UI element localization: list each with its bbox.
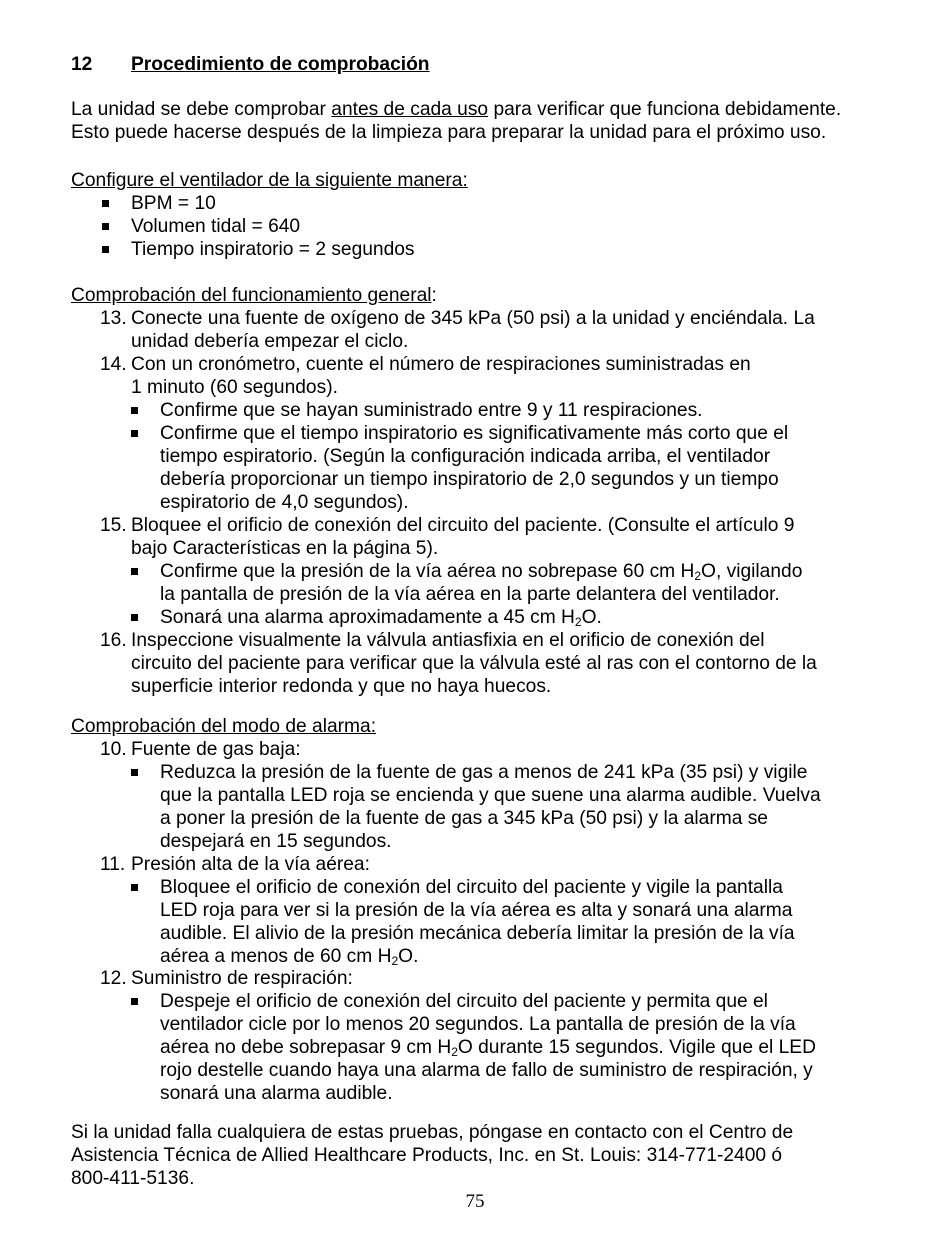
- section-number: 12: [71, 54, 93, 75]
- closing-paragraph: Si la unidad falla cualquiera de estas pruebas, póngase en contacto con el Centro de Asistencia Técnica de Allied Healthcare Products, Inc. en St. Louis: 314-771-2400 ó 800-411-5136.: [71, 1122, 794, 1189]
- bullet-icon: [131, 568, 138, 575]
- bullet-icon: [131, 769, 138, 776]
- config-title: Configure el ventilador de la siguiente manera:: [71, 170, 468, 191]
- bullet-icon: [131, 614, 138, 621]
- bullet-icon: [102, 223, 109, 230]
- bullet-icon: [102, 246, 109, 253]
- page-number: 75: [465, 1191, 485, 1212]
- intro-emphasis: antes de cada uso: [331, 99, 489, 120]
- intro-text-post: para verificar que funciona debidamente.: [488, 99, 842, 120]
- section-heading: [71, 53, 430, 76]
- bullet-icon: [131, 407, 138, 414]
- intro-text-line2: Esto puede hacerse después de la limpieza para preparar la unidad para el próximo uso.: [71, 122, 827, 143]
- document-page: 12 Procedimiento de comprobación La unidad se debe comprobar antes de cada uso para verificar que funciona debidamente. Esto puede hacerse después de la limpieza para preparar la unidad para el próximo uso. Configure el ventilador de la siguiente manera: BPM = 10 Volumen tidal = 640 Tiempo inspiratorio = 2 segundos Comprobación del funcionamiento general: 13. Conecte una fuente de oxígeno de 345 kPa (50 psi) a la unidad y enciéndala. La unidad debería empezar el ciclo. 14. Con un cronómetro, cuente el número de respiraciones suministradas en 1 minuto (60 segundos). Confirme que se hayan suministrado entre 9 y 11 respiraciones. Confirme que el tiempo inspiratorio es significativamente más corto que el tiempo espiratorio. (Según la configuración indicada arriba, el ventilador debería proporcionar un tiempo inspiratorio de 2,0 segundos y un tiempo espiratorio de 4,0 segundos). 15. Bloquee el orificio de conexión del circuito del paciente. (Consulte el artículo 9 bajo Características en la página 5). Confirme que la presión de la vía aérea no sobrepase 60 cm $H_2O$, vigilando la pantalla de presión de la vía aérea en la parte delantera del ventilador. Sonará una alarma aproximadamente a 45 cm $H_2O$. 16. Inspeccione visualmente la válvula antiasfixia en el orificio de conexión del circuito del paciente para verificar que la válvula esté al ras con el contorno de la superficie interior redonda y que no haya huecos. Comprobación del modo de alarma: 10. Fuente de gas baja: Reduzca la presión de la fuente de gas a menos de 241 kPa (35 psi) y vigile que la pantalla LED roja se encienda y que suene una alarma audible. Vuelva a poner la presión de la fuente de gas a 345 kPa (50 psi) y la alarma se despejará en 15 segundos. 11. Presión alta de la vía aérea: Bloquee el orificio de conexión del circuito del paciente y vigile la pantalla LED roja para ver si la presión de la vía aérea es alta y sonará una alarma audible. El alivio de la presión mecánica debería limitar la presión de la vía aérea a menos de 60 cm $H_2O$. 12. Suministro de respiración: Despeje el orificio de conexión del circuito del paciente y permita que el ventilador cicle por lo menos 20 segundos. La pantalla de presión de la vía aérea no debe sobrepasar 9 cm $H_2O$ durante 15 segundos. Vigile que el LED rojo destelle cuando haya una alarma de fallo de suministro de respiración, y sonará una alarma audible. Si la unidad falla cualquiera de estas pruebas, póngase en contacto con el Centro de Asistencia Técnica de Allied Healthcare Products, Inc. en St. Louis: 314-771-2400 ó 800-411-5136. 75: [0, 0, 950, 1260]
- alarm-title: Comprobación del modo de alarma:: [71, 716, 377, 737]
- general-title: Comprobación del funcionamiento general:: [71, 285, 437, 306]
- bullet-icon: [102, 200, 109, 207]
- intro-paragraph: [71, 98, 871, 144]
- intro-text-pre: La unidad se debe comprobar: [71, 99, 332, 120]
- bullet-icon: [131, 430, 138, 437]
- section-title: Procedimiento de comprobación: [131, 54, 430, 75]
- bullet-icon: [131, 884, 138, 891]
- bullet-icon: [131, 998, 138, 1005]
